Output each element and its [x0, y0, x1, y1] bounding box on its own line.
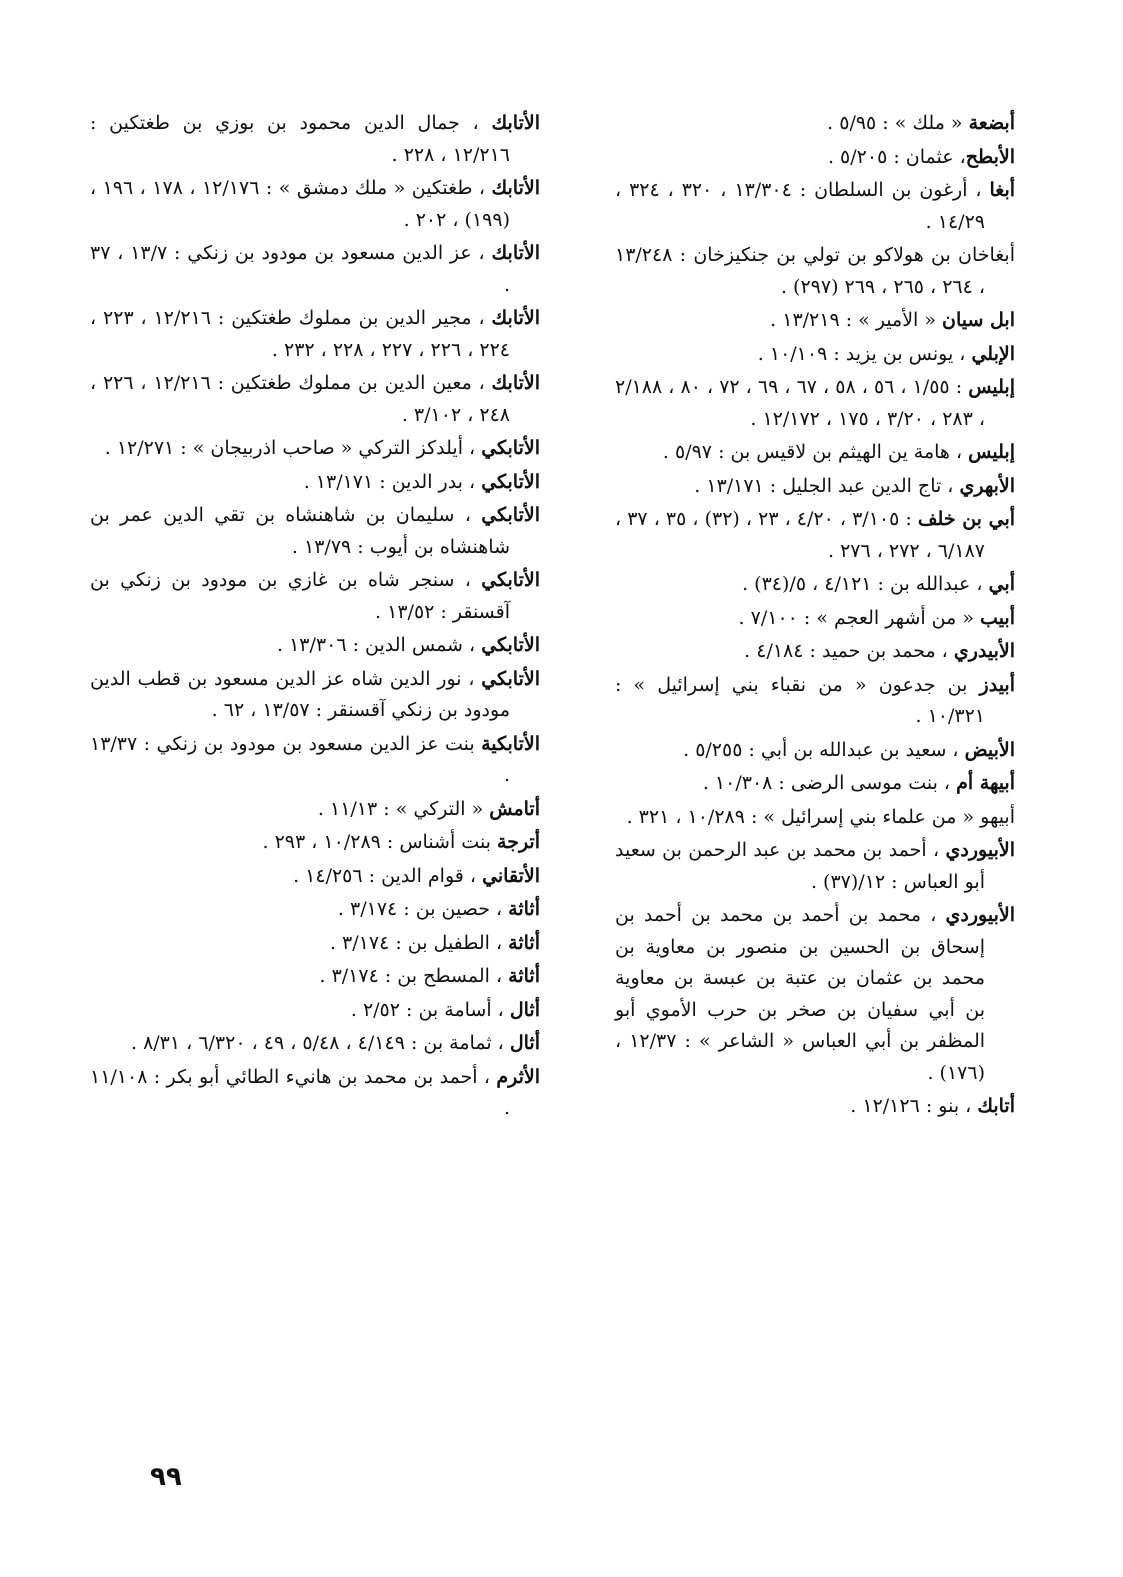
entry-headword: أثاثة: [508, 965, 540, 987]
entry-headword: الأتابكي: [481, 569, 540, 591]
entry-headword: الأتقاني: [482, 864, 540, 887]
entry-headword: الأبيدري: [953, 640, 1015, 662]
index-entry: [90, 729, 540, 792]
entry-headword: أتابك: [977, 1095, 1015, 1117]
index-entry: [615, 603, 1015, 635]
page-number: ٩٩: [150, 1462, 182, 1492]
entry-headword: أبيدز: [979, 673, 1015, 696]
entry-headword: أترجة: [497, 831, 540, 853]
entry-references: ، قوام الدين : ١٤/٢٥٦ .: [293, 864, 483, 887]
index-entry: [90, 238, 540, 301]
index-entry: [90, 894, 540, 926]
index-entry: [90, 961, 540, 993]
entry-references: ، أحمد بن محمد بن هانيء الطائي أبو بكر : ١١/١٠٨ .: [90, 1065, 510, 1119]
entry-headword: الأتابكي: [481, 437, 540, 459]
index-entry: [615, 471, 1015, 503]
entry-references: ، ثمامة بن : ٤/١٤٩ ، ٥/٤٨ ، ٤٩ ، ٦/٣٢٠ ، ٨/٣١ .: [130, 1032, 510, 1054]
index-entry: [90, 664, 540, 727]
index-entry: [615, 900, 1015, 1089]
index-entry: [90, 173, 540, 236]
entry-references: ، عز الدين مسعود بن مودود بن زنكي : ١٣/٧ ، ٣٧ .: [90, 242, 510, 296]
entry-references: ، طغتكين « ملك دمشق » : ١٢/١٧٦ ، ١٧٨ ، ١٩٦ ، (١٩٩) ، ٢٠٢ .: [90, 177, 510, 231]
entry-headword: الأثرم: [496, 1065, 540, 1088]
index-column-right: [615, 108, 1015, 1125]
index-entry: [615, 835, 1015, 898]
entry-references: بن جدعون « من نقباء بني إسرائيل » : ١٠/٣٢١ .: [615, 673, 985, 727]
entry-headword: الإبلي: [971, 342, 1015, 365]
entry-references: أبغاخان بن هولاكو بن تولي بن جنكيزخان : ١٣/٢٤٨ ، ٢٦٤ ، ٢٦٥ ، ٢٦٩ (٢٩٧) .: [615, 244, 1015, 298]
index-entry: [615, 735, 1015, 767]
entry-references: ، حصين بن : ٣/١٧٤ .: [337, 898, 509, 920]
index-column-left: [90, 108, 540, 1127]
index-entry: [90, 565, 540, 628]
entry-references: ، المسطح بن : ٣/١٧٤ .: [319, 965, 509, 987]
entry-headword: الأتابكي: [481, 634, 540, 656]
index-entry: [90, 827, 540, 859]
index-entry: [90, 500, 540, 563]
entry-headword: الأتابكي: [481, 470, 540, 493]
entry-references: ، مجير الدين بن مملوك طغتكين : ١٢/٢١٦ ، ٢٢٣ ، ٢٢٤ ، ٢٢٦ ، ٢٢٧ ، ٢٢٨ ، ٢٣٢ .: [90, 307, 510, 361]
entry-headword: أثال: [509, 1032, 540, 1054]
entry-references: ، نور الدين شاه عز الدين مسعود بن قطب الدين مودود بن زنكي آقسنقر : ١٣/٥٧ ، ٦٢ .: [90, 667, 510, 721]
index-entry: [615, 504, 1015, 567]
entry-headword: الأبيوردي: [945, 839, 1015, 861]
entry-headword: أبيب: [980, 606, 1015, 629]
index-entry: [615, 339, 1015, 371]
entry-headword: أبيهة أم: [956, 772, 1015, 794]
entry-headword: الأبيوردي: [945, 904, 1015, 926]
entry-references: ، شمس الدين : ١٣/٣٠٦ .: [277, 634, 482, 656]
index-entry: [615, 108, 1015, 140]
index-entry: [615, 437, 1015, 469]
entry-headword: الأتابكي: [481, 667, 540, 690]
entry-references: ، محمد بن حميد : ٤/١٨٤ .: [744, 640, 954, 662]
entry-references: ، الطفيل بن : ٣/١٧٤ .: [329, 931, 509, 954]
index-entry: [90, 1062, 540, 1125]
entry-references: بنت عز الدين مسعود بن مودود بن زنكي : ١٣/٣٧ .: [90, 732, 510, 786]
entry-references: ، بدر الدين : ١٣/١٧١ .: [303, 470, 482, 493]
entry-headword: ابل سيان: [942, 309, 1015, 331]
entry-references: ، بنو : ١٢/١٢٦ .: [850, 1095, 978, 1117]
index-entry: [615, 240, 1015, 303]
entry-headword: الأتابك: [491, 112, 540, 134]
index-entry: [615, 1091, 1015, 1123]
entry-headword: الأبطح: [965, 145, 1015, 168]
entry-references: ، أحمد بن محمد بن عبد الرحمن بن سعيد أبو العباس : ١٢/(٣٧) .: [615, 839, 985, 893]
entry-headword: أتامش: [489, 797, 540, 820]
entry-references: : ٣/١٠٥ ، ٤/٢٠ ، ٢٣ ، (٣٢) ، ٣٥ ، ٣٧ ، ٦/١٨٧ ، ٢٧٢ ، ٢٧٦ .: [615, 508, 985, 562]
entry-references: « من أشهر العجم » : ٧/١٠٠ .: [738, 606, 981, 629]
entry-headword: إبليس: [968, 376, 1016, 398]
entry-references: ، أرغون بن السلطان : ١٣/٣٠٤ ، ٣٢٠ ، ٣٢٤ ، ١٤/٢٩ .: [615, 179, 990, 233]
index-entry: [90, 794, 540, 826]
entry-headword: الأتابكية: [481, 732, 540, 755]
entry-references: ، جمال الدين محمود بن بوزي بن طغتكين : ١٢/٢١٦ ، ٢٢٨ .: [90, 112, 510, 166]
entry-references: ، سليمان بن شاهنشاه بن تقي الدين عمر بن شاهنشاه بن أيوب : ١٣/٧٩ .: [90, 504, 510, 558]
entry-headword: أبغا: [989, 179, 1016, 201]
entry-headword: الأتابك: [491, 177, 540, 199]
entry-references: ، عبدالله بن : ٤/١٢١ ، ٥/(٣٤) .: [742, 573, 989, 595]
index-entry: [90, 1028, 540, 1060]
index-entry: [90, 995, 540, 1027]
entry-references: « التركي » : ١١/١٣ .: [317, 797, 490, 820]
entry-references: ، عثمان : ٥/٢٠٥ .: [827, 145, 966, 168]
index-entry: [615, 305, 1015, 337]
entry-headword: أبضعة: [968, 112, 1015, 134]
entry-headword: أثاثة: [508, 898, 540, 920]
entry-headword: الأبهري: [959, 474, 1015, 497]
entry-references: ، معين الدين بن مملوك طغتكين : ١٢/٢١٦ ، ٢٢٦ ، ٢٤٨ ، ٣/١٠٢ .: [90, 372, 510, 426]
index-entry: [90, 368, 540, 431]
entry-references: « الأمير » : ١٣/٢١٩ .: [770, 309, 943, 331]
entry-references: بنت أشناس : ١٠/٢٨٩ ، ٢٩٣ .: [262, 831, 498, 853]
entry-headword: الأتابكي: [481, 504, 540, 526]
entry-references: ، يونس بن يزيد : ١٠/١٠٩ .: [757, 342, 972, 365]
index-entry: [90, 467, 540, 499]
index-entry: [615, 175, 1015, 238]
entry-references: ، أيلدكز التركي « صاحب اذربيجان » : ١٢/٢٧١ .: [104, 437, 482, 459]
entry-references: ، بنت موسى الرضى : ١٠/٣٠٨ .: [702, 772, 957, 794]
entry-headword: أبي: [988, 573, 1015, 595]
index-entry: [90, 928, 540, 960]
index-entry: [90, 433, 540, 465]
index-entry: [90, 108, 540, 171]
index-entry: [90, 861, 540, 893]
entry-references: ، تاج الدين عبد الجليل : ١٣/١٧١ .: [694, 474, 960, 497]
index-entry: [615, 569, 1015, 601]
entry-headword: الأتابك: [491, 372, 541, 394]
entry-references: ، هامة ين الهيثم بن لاقيس بن : ٥/٩٧ .: [662, 441, 969, 463]
index-entry: [90, 303, 540, 366]
entry-references: أبيهو « من علماء بني إسرائيل » : ١٠/٢٨٩ ، ٣٢١ .: [626, 805, 1015, 828]
index-entry: [615, 372, 1015, 435]
entry-references: : ١/٥٥ ، ٥٦ ، ٥٨ ، ٦٧ ، ٦٩ ، ٧٢ ، ٨٠ ، ٢/١٨٨ ، ٢٨٣ ، ٣/٢٠ ، ١٧٥ ، ١٢/١٧٢ .: [615, 376, 985, 430]
index-entry: [615, 636, 1015, 668]
entry-references: « ملك » : ٥/٩٥ .: [827, 112, 969, 134]
index-entry: [615, 670, 1015, 733]
entry-headword: الأبيض: [964, 738, 1015, 761]
index-entry: [615, 768, 1015, 800]
entry-headword: أثاثة: [508, 931, 540, 954]
index-entry: [615, 142, 1015, 174]
entry-headword: الأتابك: [491, 307, 541, 329]
entry-headword: الأتابك: [491, 242, 541, 264]
entry-references: ، سعيد بن عبدالله بن أبي : ٥/٢٥٥ .: [683, 738, 965, 761]
index-entry: [615, 802, 1015, 834]
entry-references: ، سنجر شاه بن غازي بن مودود بن زنكي بن آقسنقر : ١٣/٥٢ .: [90, 569, 510, 623]
index-entry: [90, 630, 540, 662]
entry-references: ، أسامة بن : ٢/٥٢ .: [350, 998, 510, 1021]
entry-references: ، محمد بن أحمد بن محمد بن أحمد بن إسحاق بن الحسين بن منصور بن معاوية بن محمد بن عثمان بن عتبة بن عبسة بن معاوية بن أبي سفيان بن صخر بن حرب الأموي أبو المظفر بن أبي العباس « الشاعر » : ١٢/٣٧ ، (١٧٦) .: [615, 904, 986, 1084]
entry-headword: إبليس: [968, 441, 1015, 463]
entry-headword: أبي بن خلف: [917, 508, 1016, 530]
entry-headword: أثال: [509, 998, 540, 1021]
